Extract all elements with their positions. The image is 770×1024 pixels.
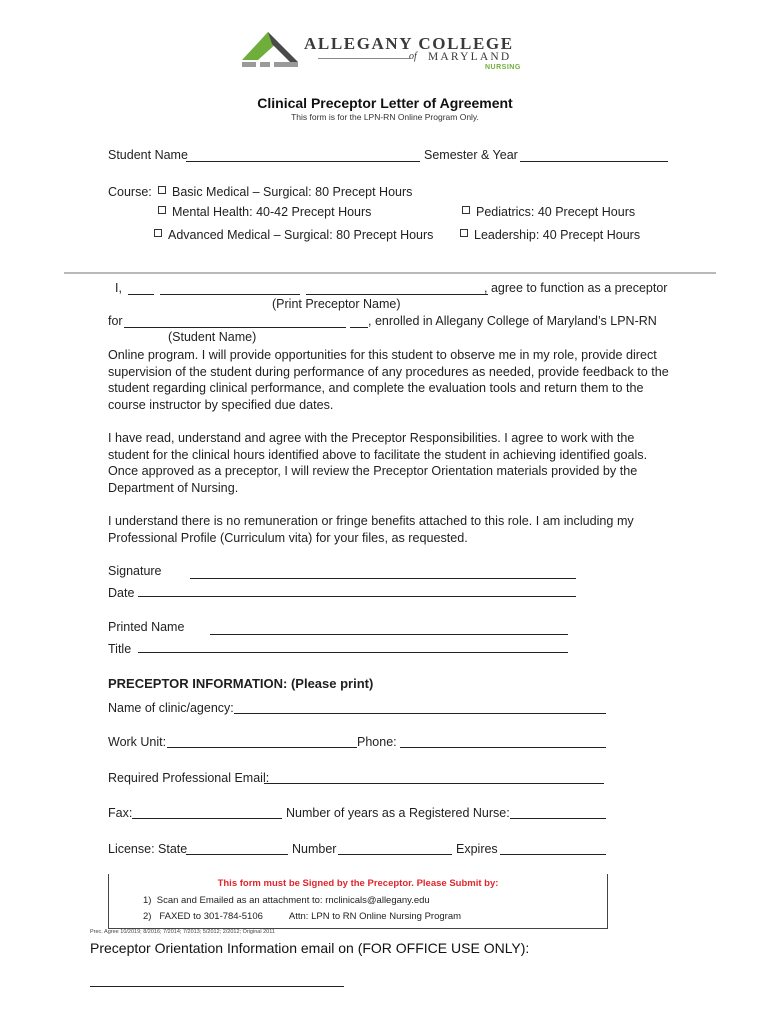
page-title: Clinical Preceptor Letter of Agreement	[257, 95, 513, 111]
fax-field[interactable]	[132, 818, 282, 819]
printed-name-field[interactable]	[210, 634, 568, 635]
title-label: Title	[108, 642, 132, 656]
agreement-i: I,	[115, 281, 122, 295]
submission-item-fax: 2) FAXED to 301-784-5106 Attn: LPN to RN Online Nursing Program	[143, 911, 462, 922]
semester-year-field[interactable]	[520, 161, 668, 162]
semester-year-label: Semester & Year	[424, 148, 518, 162]
logo-of: of	[409, 51, 417, 62]
course-option-advanced-med-surg[interactable]: Advanced Medical – Surgical: 80 Precept Hours	[154, 228, 433, 242]
agreement-for: for	[108, 314, 123, 328]
checkbox-icon[interactable]	[158, 186, 166, 194]
section-divider	[64, 272, 716, 274]
agreement-paragraph-3: I understand there is no remuneration or fringe benefits attached to this role. I am including my Professional Profile (Curriculum vita) for your files, as requested.	[108, 514, 634, 545]
email-label: Required Professional Email:	[108, 771, 270, 785]
title-field[interactable]	[138, 652, 568, 653]
expires-label: Expires	[456, 842, 498, 856]
license-number-field[interactable]	[338, 854, 452, 855]
years-rn-field[interactable]	[510, 818, 606, 819]
work-unit-field[interactable]	[167, 747, 357, 748]
license-number-label: Number	[292, 842, 337, 856]
office-use-label: Preceptor Orientation Information email on (FOR OFFICE USE ONLY):	[90, 940, 530, 956]
checkbox-icon[interactable]	[460, 229, 468, 237]
license-state-label: License: State	[108, 842, 188, 856]
signature-field[interactable]	[190, 578, 576, 579]
logo-maryland: MARYLAND	[428, 51, 512, 63]
student-name-caption: (Student Name)	[168, 330, 257, 344]
logo-nursing: NURSING	[485, 64, 521, 71]
revision-history: Prec. Agree 10/2019; 8/2016; 7/2014; 7/2013; 5/2012; 2/2012; Original 2011	[90, 929, 275, 935]
submission-instructions-box	[108, 874, 608, 929]
office-use-field[interactable]	[90, 986, 344, 987]
phone-label: Phone:	[357, 735, 397, 749]
work-unit-label: Work Unit:	[108, 735, 167, 749]
student-name-agreement-field[interactable]	[124, 327, 346, 328]
college-logo-mark-icon	[238, 28, 302, 70]
course-option-mental-health[interactable]: Mental Health: 40-42 Precept Hours	[158, 205, 371, 219]
date-field[interactable]	[138, 596, 576, 597]
phone-field[interactable]	[400, 747, 606, 748]
submission-item-email: 1) Scan and Emailed as an attachment to: rnclinicals@allegany.edu	[143, 895, 430, 906]
student-name-agreement-field-2[interactable]	[350, 327, 368, 328]
preceptor-info-heading: PRECEPTOR INFORMATION: (Please print)	[108, 676, 374, 691]
page-subtitle: This form is for the LPN-RN Online Program Only.	[291, 112, 479, 122]
agreement-paragraph-2: I have read, understand and agree with the Preceptor Responsibilities. I agree to work with the student for the clinical hours identified above to facilitate the student in achieving identified goals. Once approved as a preceptor, I will review the Preceptor Orientation materials provided by the Department of Nursing.	[108, 431, 648, 495]
checkbox-icon[interactable]	[158, 206, 166, 214]
fax-label: Fax:	[108, 806, 133, 820]
logo-divider	[318, 58, 410, 59]
course-option-leadership[interactable]: Leadership: 40 Precept Hours	[460, 228, 640, 242]
clinic-field[interactable]	[234, 713, 606, 714]
submission-title: This form must be Signed by the Preceptor. Please Submit by:	[217, 878, 499, 889]
preceptor-name-field-2[interactable]	[306, 294, 488, 295]
agreement-paragraph-1: Online program. I will provide opportunities for this student to observe me in my role, provide direct supervision of the student during performance of any procedures as needed, provide feedback to the student regarding clinical performance, and complete the evaluation tools and return them to the course instructor by specified due dates.	[108, 348, 669, 412]
print-preceptor-caption: (Print Preceptor Name)	[272, 297, 401, 311]
years-rn-label: Number of years as a Registered Nurse:	[286, 806, 510, 820]
preceptor-name-field[interactable]	[160, 294, 300, 295]
clinic-label: Name of clinic/agency:	[108, 701, 234, 715]
expires-field[interactable]	[500, 854, 606, 855]
email-field[interactable]	[264, 783, 604, 784]
checkbox-icon[interactable]	[462, 206, 470, 214]
student-name-label: Student Name	[108, 148, 188, 162]
agreement-line2-end: , enrolled in Allegany College of Maryland’s LPN-RN	[368, 314, 657, 328]
course-label: Course:	[108, 185, 152, 199]
license-state-field[interactable]	[186, 854, 288, 855]
date-label: Date	[108, 586, 135, 600]
course-option-basic-med-surg[interactable]: Basic Medical – Surgical: 80 Precept Hours	[158, 185, 412, 199]
agreement-line1-end: , agree to function as a preceptor	[484, 281, 668, 295]
course-option-pediatrics[interactable]: Pediatrics: 40 Precept Hours	[462, 205, 635, 219]
student-name-field[interactable]	[186, 161, 420, 162]
checkbox-icon[interactable]	[154, 229, 162, 237]
logo-college-name: ALLEGANY COLLEGE	[304, 34, 514, 53]
preceptor-title-field[interactable]	[128, 294, 154, 295]
printed-name-label: Printed Name	[108, 620, 185, 634]
signature-label: Signature	[108, 564, 162, 578]
